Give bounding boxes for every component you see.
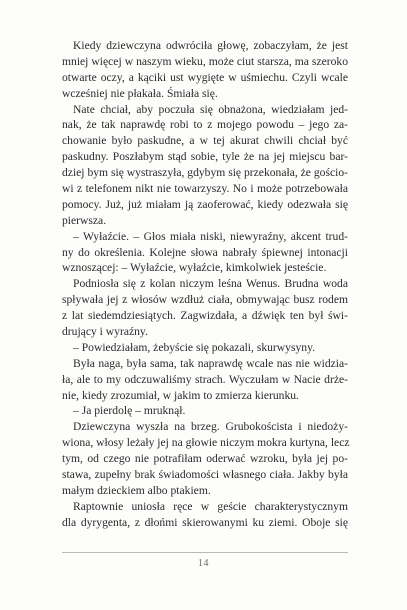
text-line: Nate chciał, aby poczuła się obnażona, wiedziałam jed- bbox=[73, 102, 348, 116]
text-line: – Ja pierdolę – mruknął. bbox=[73, 404, 186, 418]
paragraph bbox=[62, 340, 348, 356]
text-line: Dziewczyna wyszła na brzeg. Grubokoścista i niedoży- bbox=[73, 420, 348, 434]
text-line: ny do określenia. Kolejne słowa nabrały śpiewnej intonacji bbox=[62, 245, 348, 259]
text-line: wznoszącej: – Wyłaźcie, wyłaźcie, kimkolwiek jesteście. bbox=[62, 261, 327, 275]
text-line: nie, kiedy zrozumiał, w jakim to zmierza kierunku. bbox=[62, 388, 299, 402]
text-line: Raptownie uniosła ręce w geście charakterystycznym bbox=[73, 499, 348, 513]
paragraph bbox=[62, 276, 348, 340]
text-line: paskudny. Poszłabym stąd sobie, tyle że na jej miejscu bar- bbox=[62, 150, 348, 164]
text-line: dla dyrygenta, z dłońmi skierowanymi ku ziemi. Oboje się bbox=[62, 515, 348, 529]
text-line: stawa, zupełny brak świadomości własnego ciała. Jakby była bbox=[62, 468, 348, 482]
text-line: wi z telefonem nikt nie towarzyszy. No i może potrzebowała bbox=[62, 182, 348, 196]
text-line: ła, ale to my odczuwaliśmy strach. Wyczułam w Nacie drże- bbox=[62, 372, 348, 386]
text-line: wcześniej nie płakała. Śmiała się. bbox=[62, 86, 218, 100]
text-line: dziej bym się wystraszyła, gdybym się przekonała, że gościo- bbox=[62, 166, 348, 180]
text-line: tym, od czego nie potrafiłam oderwać wzroku, była jej po- bbox=[62, 452, 348, 466]
text-line: – Wyłaźcie. – Głos miała niski, niewyraźny, akcent trud- bbox=[73, 229, 348, 243]
paragraph bbox=[62, 102, 348, 229]
text-line: spływała jej z włosów wzdłuż ciała, obmywając busz rodem bbox=[62, 293, 348, 307]
text-line: Kiedy dziewczyna odwróciła głowę, zobaczyłam, że jest bbox=[73, 39, 348, 52]
text-line: Była naga, była sama, tak naprawdę wcale nas nie widzia- bbox=[73, 356, 348, 370]
text-line: nak, że tak naprawdę robi to z mojego powodu – jego za- bbox=[62, 118, 348, 132]
text-line: chowanie było paskudne, a w tej akurat chwili chciał być bbox=[62, 134, 348, 148]
paragraph bbox=[62, 403, 348, 419]
footer-rule bbox=[62, 552, 348, 553]
text-line: pomocy. Już, już miałam ją zaoferować, kiedy odezwała się bbox=[62, 197, 348, 211]
text-line: otwarte oczy, a kąciki ust wygięte w uśmiechu. Czyli wcale bbox=[62, 70, 348, 84]
paragraph bbox=[62, 356, 348, 404]
paragraph bbox=[62, 499, 348, 531]
text-line: drujący i wyraźny. bbox=[62, 325, 148, 339]
body-text bbox=[62, 38, 348, 531]
text-line: wiona, włosy leżały jej na głowie niczym mokra kurtyna, lecz bbox=[62, 436, 350, 450]
paragraph bbox=[62, 38, 348, 102]
text-line: małym dzieckiem albo ptakiem. bbox=[62, 483, 211, 497]
text-line: pierwsza. bbox=[62, 213, 107, 227]
text-line: z lat siedemdziesiątych. Zagwizdała, a dźwięk ten był świ- bbox=[62, 309, 348, 323]
text-line: Podniosła się z kolan niczym leśna Wenus. Brudna woda bbox=[73, 277, 348, 291]
paragraph bbox=[62, 419, 348, 498]
paragraph bbox=[62, 229, 348, 277]
text-line: mniej więcej w naszym wieku, może ciut starsza, ma szeroko bbox=[62, 54, 348, 68]
page-number: 14 bbox=[198, 558, 209, 569]
text-line: – Powiedziałam, żebyście się pokazali, skurwysyny. bbox=[73, 340, 316, 354]
